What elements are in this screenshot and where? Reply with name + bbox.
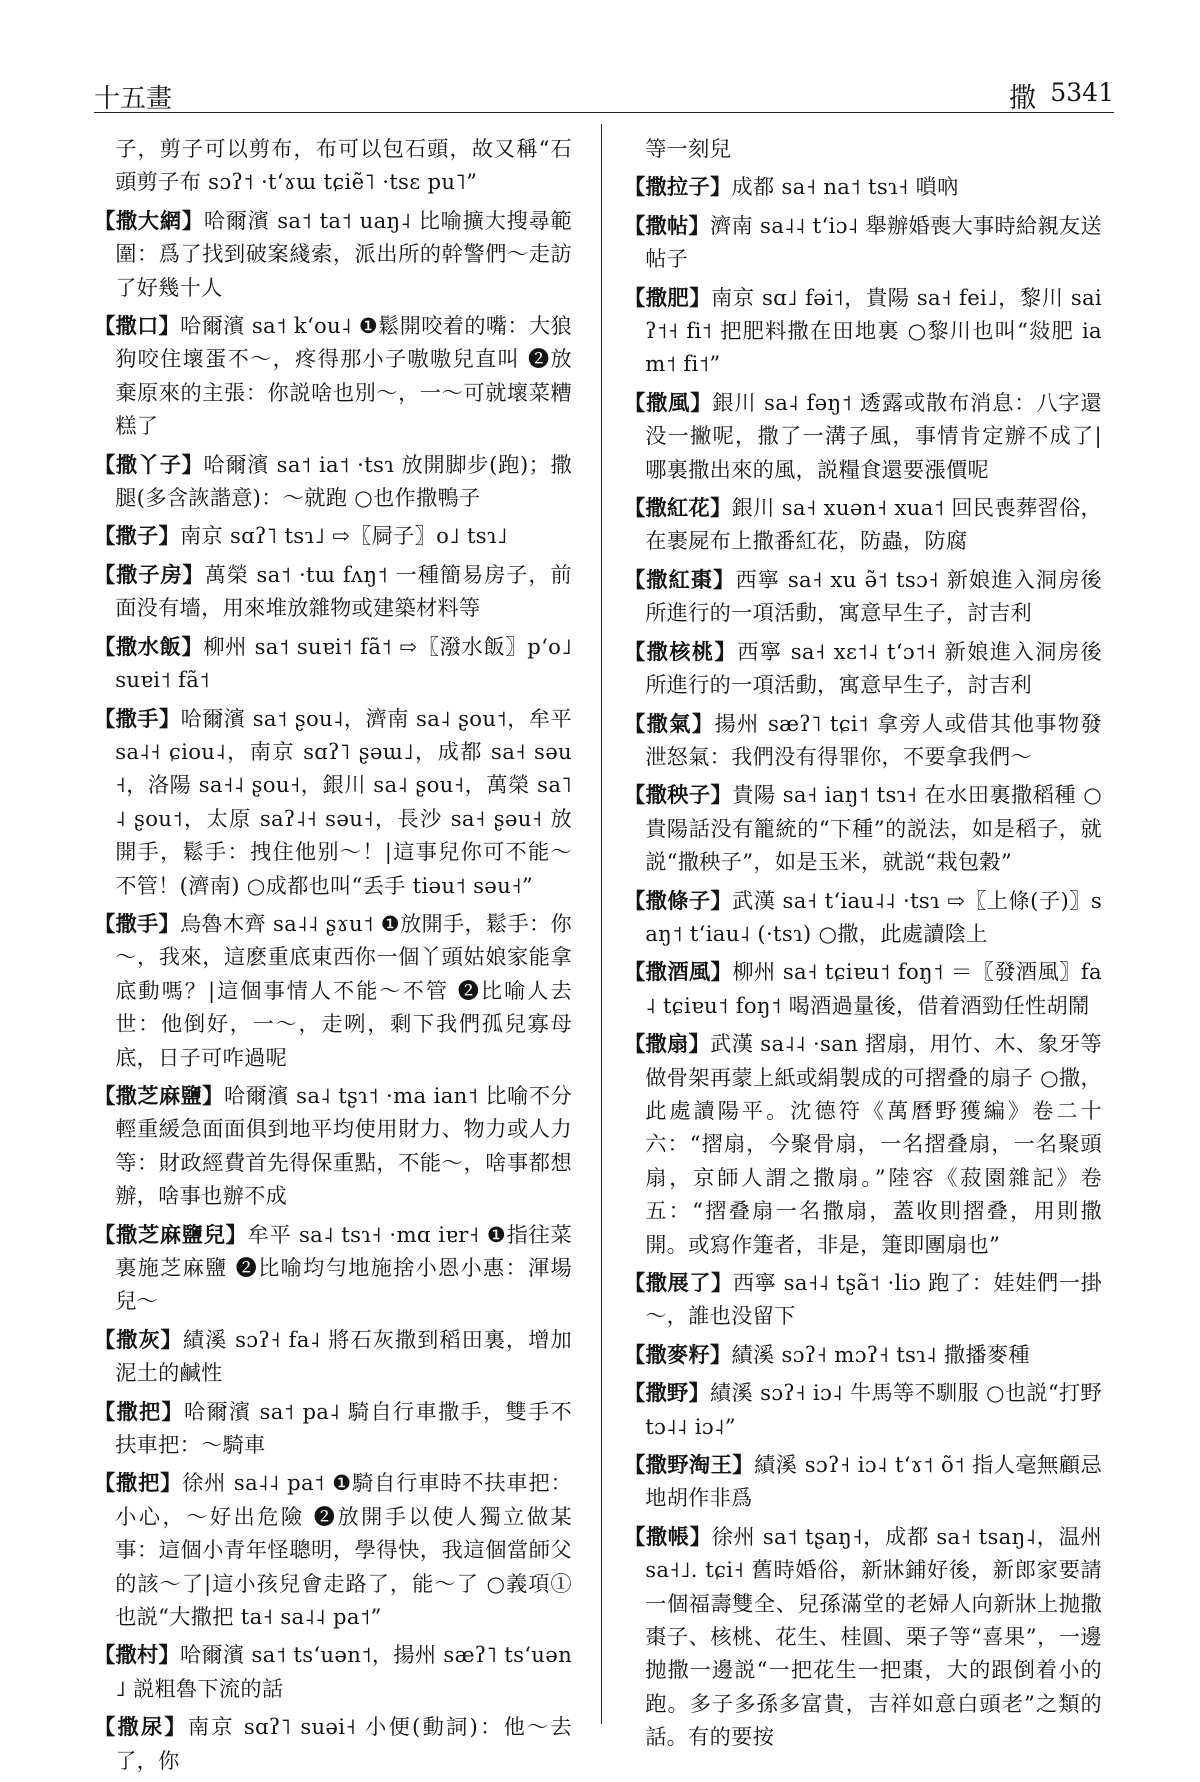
entry-headword: 【撒大網】 bbox=[94, 207, 204, 233]
dictionary-entry bbox=[624, 1376, 1102, 1443]
entry-definition: 濟南 sa˨˨ tʻiɔ˨ 舉辦婚喪大事時給親友送帖子 bbox=[645, 212, 1102, 272]
entry-headword: 【撒拉子】 bbox=[624, 174, 732, 200]
entry-definition: 柳州 sa˧ tɕiɐu˦ foŋ˦ ＝〖發酒風〗fa˨ tɕiɐu˦ foŋ˦ 喝酒過量後，借着酒勁任性胡鬧 bbox=[645, 959, 1102, 1018]
entry-definition: 成都 sa˧ na˦ tsɿ˧ 嗩吶 bbox=[731, 174, 959, 200]
entry-headword: 【撒紅花】 bbox=[624, 495, 732, 521]
entry-definition: 等一刻兒 bbox=[645, 136, 732, 161]
column-divider bbox=[601, 124, 602, 1724]
dictionary-entry bbox=[94, 132, 572, 199]
dictionary-entry bbox=[94, 907, 572, 1074]
running-header bbox=[94, 66, 1114, 113]
entry-definition: 揚州 sæʔ˥ tɕi˦ 拿旁人或借其他事物發泄怒氣：我們没有得罪你，不要拿我們～ bbox=[645, 710, 1103, 769]
dictionary-entry bbox=[624, 1266, 1102, 1333]
dictionary-entry bbox=[624, 884, 1102, 951]
dictionary-entry bbox=[94, 1466, 572, 1633]
entry-definition: 西寧 sa˧˨ tʂã˦ ·liɔ 跑了：娃娃們一掛～，誰也没留下 bbox=[645, 1270, 1102, 1329]
dictionary-entry bbox=[94, 630, 572, 697]
entry-definition: 南京 sɑʔ˥ tsɿ˩ ⇨〖屙子〗o˩ tsɿ˩ bbox=[179, 523, 508, 549]
entry-headword: 【撒芝麻鹽】 bbox=[94, 1082, 224, 1108]
entry-definition: 烏魯木齊 sa˨˨ ʂɤu˦ ❶放開手，鬆手：你～，我來，這麽重底東西你一個丫頭姑娘家能拿底動嗎？|這個事情人不能～不管 ❷比喻人去世：他倒好，一～，走咧，剩下我們孤兒寡母底，日子可咋過呢 bbox=[115, 910, 572, 1070]
entry-headword: 【撒手】 bbox=[94, 910, 180, 936]
entry-headword: 【撒紅棗】 bbox=[624, 566, 736, 592]
dictionary-entry bbox=[624, 1520, 1102, 1754]
dictionary-entry bbox=[94, 519, 572, 552]
dictionary-entry bbox=[94, 1079, 572, 1213]
dictionary-entry bbox=[624, 707, 1102, 774]
entry-headword: 【撒水飯】 bbox=[94, 633, 204, 659]
dictionary-entry bbox=[624, 778, 1102, 878]
dictionary-entry bbox=[624, 563, 1102, 630]
entry-definition: 哈爾濱 sa˦ ʂou˨，濟南 sa˨ ʂou˦，牟平 sa˨˧ ɕiou˨，南京 sɑʔ˥ ʂəɯ˩，成都 sa˧ səu˧，洛陽 sa˧˨ ʂou˧，銀川 sa˨ ʂou˧，萬榮 sa˥˨ ʂou˦，太原 saʔ˨˧ səu˧，長沙 sa˧ ʂəu˧ 放開手，鬆手：拽住他别～！|這事兒你可不能～不管！(濟南) ○成都也叫“丢手 tiəu˦ səu˧” bbox=[115, 705, 572, 898]
dictionary-entry bbox=[94, 1218, 572, 1318]
entry-headword: 【撒野】 bbox=[624, 1380, 711, 1406]
entry-headword: 【撒核桃】 bbox=[624, 638, 738, 664]
headword-label: 撒 bbox=[1009, 83, 1036, 114]
entry-definition: 西寧 sa˧ xɛ˦˨ tʻɔ˦˧ 新娘進入洞房後所進行的一項活動，寓意早生子，討吉利 bbox=[645, 638, 1102, 698]
entry-headword: 【撒展了】 bbox=[624, 1270, 733, 1295]
entry-definition: 績溪 sɔʔ˧ mɔʔ˧ tsɿ˨ 撒播麥種 bbox=[731, 1341, 1030, 1367]
entry-headword: 【撒條子】 bbox=[624, 887, 733, 913]
entry-headword: 【撒芝麻鹽兒】 bbox=[94, 1221, 248, 1247]
entry-headword: 【撒帳】 bbox=[624, 1523, 712, 1549]
dictionary-entry bbox=[624, 132, 1102, 165]
entry-definition: 哈爾濱 sa˦ tsʻuən˦，揚州 sæʔ˥ tsʻuən˩ 説粗魯下流的話 bbox=[115, 1642, 573, 1701]
entry-definition: 萬榮 sa˦ ·tɯ fʌŋ˦ 一種簡易房子，前面没有墻，用來堆放雜物或建築材料等 bbox=[115, 561, 572, 621]
dictionary-entry bbox=[624, 635, 1102, 702]
entry-headword: 【撒秧子】 bbox=[624, 782, 733, 808]
entry-definition: 銀川 sa˨ fəŋ˦ 透露或散布消息：八字還没一撇呢，撒了一溝子風，事情肯定辦不成了|哪裏撒出來的風，説糧食還要漲價呢 bbox=[645, 389, 1102, 482]
entry-headword: 【撒村】 bbox=[94, 1642, 180, 1668]
dictionary-entry bbox=[624, 281, 1102, 381]
dictionary-entry bbox=[624, 1448, 1102, 1515]
entry-headword: 【撒把】 bbox=[94, 1398, 184, 1424]
entry-definition: 武漢 sa˧ tʻiau˨˨ ·tsɿ ⇨〖上條(子)〗saŋ˦ tʻiau˨ (·tsɿ) ○撒，此處讀陰上 bbox=[645, 887, 1102, 946]
entry-definition: 子，剪子可以剪布，布可以包石頭，故又稱“石頭剪子布 sɔʔ˦ ·tʻɤɯ tɕiẽ˥ ·tsɛ pu˥” bbox=[115, 136, 572, 195]
entry-definition: 銀川 sa˧ xuən˧ xua˦ 回民喪葬習俗，在裹屍布上撒番紅花，防蟲，防腐 bbox=[645, 495, 1102, 554]
entry-definition: 哈爾濱 sa˦ pa˨ 騎自行車撒手，雙手不扶車把：～騎車 bbox=[115, 1398, 573, 1458]
entry-definition: 武漢 sa˨˨ ·san 摺扇，用竹、木、象牙等做骨架再蒙上紙或絹製成的可摺叠的扇子 ○撒，此處讀陽平。沈德符《萬曆野獲編》卷二十六：“摺扇，今聚骨扇，一名摺叠扇，一名聚頭扇，京師人謂之撒扇。”陸容《菽園雜記》卷五：“摺叠扇一名撒扇，蓋收則摺叠，用則撒開。或寫作箑者，非是，箑即團扇也” bbox=[645, 1031, 1103, 1257]
entry-definition: 柳州 sa˦ suɐi˦ fã˦ ⇨〖潑水飯〗pʻo˩ suɐi˦ fã˦ bbox=[115, 633, 572, 693]
dictionary-entry bbox=[624, 170, 1102, 203]
entry-definition: 哈爾濱 sa˦ ta˦ uaŋ˨ 比喻擴大搜尋範圍：爲了找到破案綫索，派出所的幹警們～走訪了好幾十人 bbox=[115, 207, 572, 300]
dictionary-entry bbox=[94, 204, 572, 304]
entry-headword: 【撒氣】 bbox=[624, 710, 715, 736]
entry-definition: 牟平 sa˨ tsɿ˧ ·mɑ iɐr˧ ❶指往菜裏施芝麻鹽 ❷比喻均勻地施捨小恩小惠：渾場兒～ bbox=[115, 1221, 572, 1314]
entry-headword: 【撒丫子】 bbox=[94, 451, 204, 477]
dictionary-entry bbox=[94, 448, 572, 515]
entry-headword: 【撒麥籽】 bbox=[624, 1341, 732, 1367]
entry-headword: 【撒肥】 bbox=[624, 284, 712, 310]
entry-headword: 【撒帖】 bbox=[624, 212, 710, 238]
dictionary-entry bbox=[94, 1395, 572, 1462]
entry-headword: 【撒尿】 bbox=[94, 1714, 188, 1740]
dictionary-entry bbox=[94, 1323, 572, 1390]
entry-headword: 【撒灰】 bbox=[94, 1326, 183, 1352]
entry-headword: 【撒野淘王】 bbox=[624, 1452, 755, 1478]
entry-headword: 【撒口】 bbox=[94, 313, 181, 339]
entry-definition: 哈爾濱 sa˦ kʻou˨ ❶鬆開咬着的嘴：大狼狗咬住壞蛋不～，疼得那小子嗷嗷兒直叫 ❷放棄原來的主張：你説啥也別～，一～可就壞菜糟糕了 bbox=[115, 313, 573, 439]
entry-headword: 【撒手】 bbox=[94, 705, 181, 731]
dictionary-entry bbox=[94, 1638, 572, 1705]
entry-headword: 【撒扇】 bbox=[624, 1031, 711, 1057]
right-column bbox=[624, 132, 1102, 1759]
entry-headword: 【撒子房】 bbox=[94, 561, 205, 587]
left-column bbox=[94, 132, 572, 1782]
entry-headword: 【撒把】 bbox=[94, 1470, 183, 1496]
dictionary-entry bbox=[624, 1338, 1102, 1371]
dictionary-entry bbox=[94, 558, 572, 625]
entry-definition: 徐州 sa˦ tʂaŋ˧，成都 sa˧ tsaŋ˨，温州 sa˧˩. tɕi˧ 舊時婚俗，新牀鋪好後，新郎家要請一個福壽雙全、兒孫滿堂的老婦人向新牀上抛撒棗子、核桃、花生、桂圓、栗子等“喜果”，一邊抛撒一邊説“一把花生一把棗，大的跟倒着小的跑。多子多孫多富貴，吉祥如意白頭老”之類的話。有的要按 bbox=[645, 1523, 1103, 1750]
dictionary-entry bbox=[624, 209, 1102, 276]
section-label: 十五畫 bbox=[94, 84, 173, 114]
entry-definition: 哈爾濱 sa˦ ia˦ ·tsɿ 放開脚步(跑)；撒腿(多含詼諧意)：～就跑 ○也作撒鴨子 bbox=[115, 451, 572, 511]
entry-definition: 徐州 sa˨˨ pa˦ ❶騎自行車時不扶車把：小心，～好出危險 ❷放開手以使人獨立做某事：這個小青年怪聰明，學得快，我這個當師父的該～了|這小孩兒會走路了，能～了 ○義項①也説“大撒把 ta˧ sa˨˨ pa˦” bbox=[115, 1470, 572, 1630]
dictionary-entry bbox=[94, 702, 572, 902]
entry-definition: 貴陽 sa˧ iaŋ˦ tsɿ˧ 在水田裏撒稻種 ○貴陽話没有籠統的“下種”的説法，如是稻子，就説“撒秧子”，如是玉米，就説“栽包穀” bbox=[645, 782, 1102, 875]
entry-definition: 績溪 sɔʔ˧ fa˨ 將石灰撒到稻田裏，增加泥土的鹹性 bbox=[115, 1326, 572, 1386]
entry-headword: 【撒酒風】 bbox=[624, 959, 733, 985]
dictionary-entry bbox=[624, 1027, 1102, 1261]
entry-definition: 哈爾濱 sa˨ tʂɿ˦ ·ma ian˦ 比喻不分輕重緩急面面俱到地平均使用財力、物力或人力等：財政經費首先得保重點，不能～，啥事都想辦，啥事也辦不成 bbox=[115, 1082, 572, 1209]
entry-definition: 南京 sɑʔ˥ suəi˧ 小便(動詞)：他～去了，你 bbox=[115, 1714, 572, 1773]
entry-headword: 【撒子】 bbox=[94, 523, 180, 549]
dictionary-entry bbox=[94, 1710, 572, 1777]
entry-definition: 績溪 sɔʔ˧ iɔ˨ 牛馬等不馴服 ○也説“打野 tɔ˨˨ iɔ˨” bbox=[645, 1380, 1102, 1439]
dictionary-entry bbox=[624, 955, 1102, 1022]
entry-definition: 南京 sɑ˩ fəi˦，貴陽 sa˧ fei˩，黎川 saiʔ˦˧ fi˦ 把肥料撒在田地裏 ○黎川也叫“敥肥 iam˦ fi˦” bbox=[645, 284, 1102, 377]
entry-definition: 西寧 sa˧ xu ə̃˦ tsɔ˧ 新娘進入洞房後所進行的一項活動，寓意早生子，討吉利 bbox=[645, 566, 1102, 626]
entry-headword: 【撒風】 bbox=[624, 389, 713, 415]
dictionary-entry bbox=[94, 309, 572, 443]
page-number: 5341 bbox=[1050, 78, 1114, 107]
dictionary-entry bbox=[624, 491, 1102, 558]
entry-definition: 績溪 sɔʔ˧ iɔ˨ tʻɤ˦ õ˦ 指人毫無顧忌地胡作非爲 bbox=[645, 1452, 1102, 1511]
dictionary-entry bbox=[624, 386, 1102, 486]
